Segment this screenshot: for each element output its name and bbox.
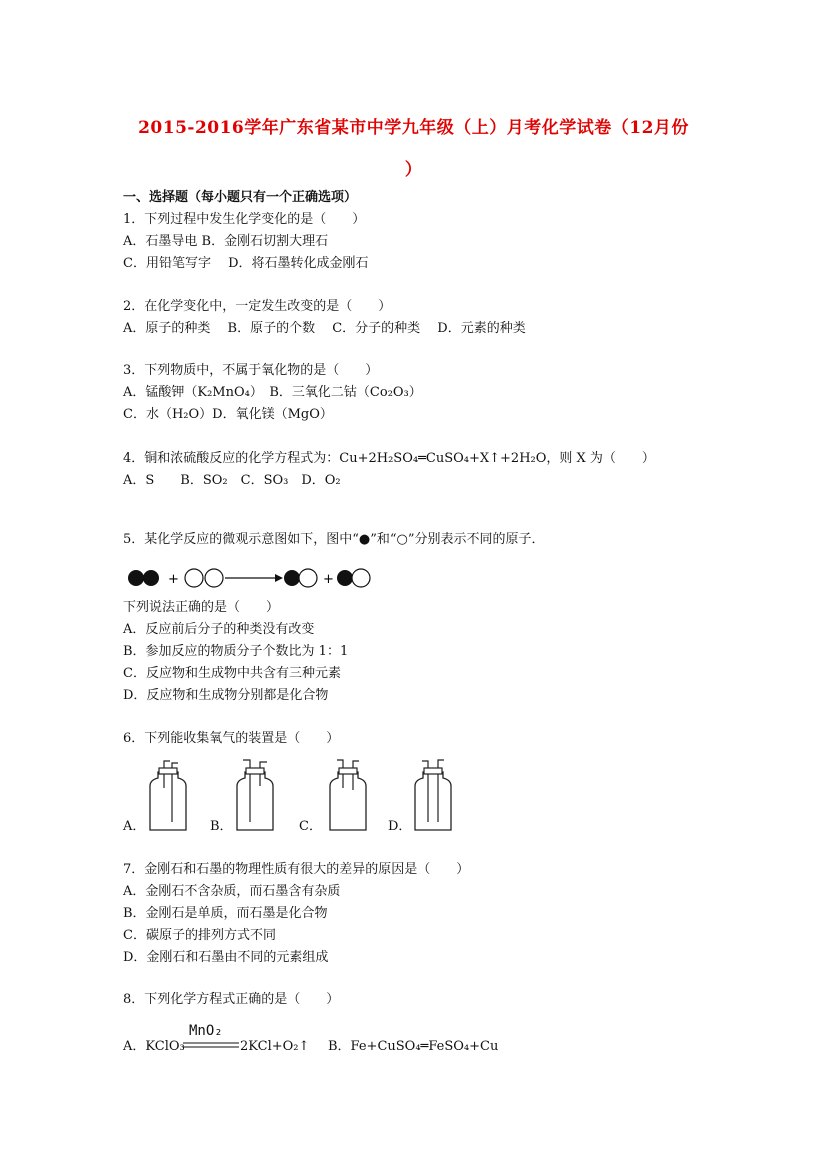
q8-stem: 8．下列化学方程式正确的是（ ） [123,992,340,1007]
q2-stem: 2．在化学变化中，一定发生改变的是（ ） [123,299,392,314]
q5-option-c: C．反应物和生成物中共含有三种元素 [123,666,341,681]
product-molecule-2 [337,569,370,587]
q3-stem: 3．下列物质中，不属于氧化物的是（ ） [123,363,379,378]
q8-option-a-left: A．KClO₃ [123,1039,185,1054]
q7-stem: 7．金刚石和石墨的物理性质有很大的差异的原因是（ ） [123,862,470,877]
q5-option-a: A．反应前后分子的种类没有改变 [123,622,315,637]
q7-option-d: D．金刚石和石墨由不同的元素组成 [123,950,329,965]
plus-sign-2: + [323,572,334,587]
q1-stem: 1．下列过程中发生化学变化的是（ ） [123,212,366,227]
reactant-black-molecule [128,570,159,586]
q1-options-cd: C．用铅笔写字 D．将石墨转化成金刚石 [123,256,369,271]
gas-bottle-c [326,758,370,834]
q6-label-d: D． [388,819,412,834]
q6-stem: 6．下列能收集氧气的装置是（ ） [123,731,340,746]
section-heading: 一、选择题（每小题只有一个正确选项） [123,190,358,205]
q3-options-cd: C．水（H₂O）D．氧化镁（MgO） [123,407,333,422]
q8-catalyst-label: MnO₂ [189,1023,223,1039]
q5-option-d: D．反应物和生成物分别都是化合物 [123,688,329,703]
q5-stem: 5．某化学反应的微观示意图如下，图中“●”和“○”分别表示不同的原子． [123,532,545,547]
q8-option-b: B．Fe+CuSO₄═FeSO₄+Cu [328,1039,499,1054]
q7-option-b: B．金刚石是单质，而石墨是化合物 [123,906,328,921]
q4-stem: 4．铜和浓硫酸反应的化学方程式为：Cu+2H₂SO₄═CuSO₄+X↑+2H₂O，则 X 为（ ） [123,451,655,466]
reaction-arrow [225,574,283,582]
q7-option-a: A．金刚石不含杂质，而石墨含有杂质 [123,884,341,899]
paper-title-cont: ） [404,160,423,180]
q5-option-b: B．参加反应的物质分子个数比为 1：1 [123,644,349,659]
plus-sign-1: + [168,572,179,587]
product-molecule-1 [284,569,317,587]
q2-options: A．原子的种类 B．原子的个数 C．分子的种类 D．元素的种类 [123,321,526,336]
gas-bottle-a [146,758,190,834]
gas-bottle-d [411,758,455,834]
q6-label-c: C． [299,819,322,834]
q7-option-c: C．碳原子的排列方式不同 [123,928,276,943]
reaction-diagram [124,565,374,591]
q6-label-a: A． [123,819,146,834]
double-arrow-equation-line [183,1040,239,1050]
gas-bottle-b [233,758,277,834]
q5-lead: 下列说法正确的是（ ） [123,600,280,615]
paper-title: 2015-2016学年广东省某市中学九年级（上）月考化学试卷（12月份 [138,118,689,138]
q6-label-b: B． [210,819,233,834]
q4-options: A．S B．SO₂ C．SO₃ D．O₂ [123,473,341,488]
reactant-white-molecule [185,569,223,587]
q1-options-ab: A．石墨导电 B．金刚石切割大理石 [123,234,329,249]
q8-option-a-right: 2KCl+O₂↑ [240,1039,310,1054]
q3-options-ab: A．锰酸钾（K₂MnO₄） B．三氧化二钴（Co₂O₃） [123,385,422,400]
